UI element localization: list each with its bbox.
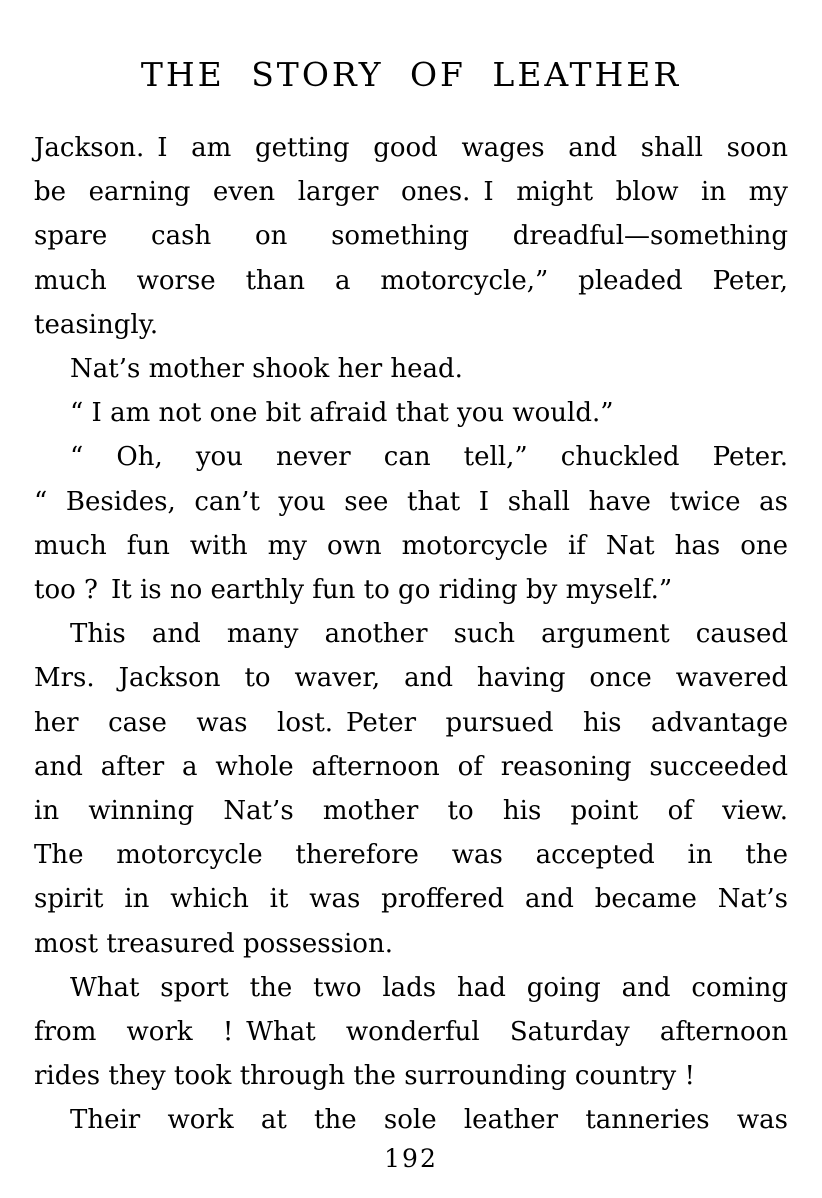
text-line: teasingly. (34, 309, 159, 340)
text-line: much worse than a motorcycle,” pleaded Peter, (34, 265, 788, 296)
text-line: too ? It is no earthly fun to go riding by myself.” (34, 575, 673, 606)
text-block (34, 126, 788, 1143)
page-number: 192 (384, 1143, 438, 1173)
text-line: most treasured possession. (34, 928, 393, 959)
text-line: be earning even larger ones. I might blow in my (34, 177, 788, 208)
text-line: rides they took through the surrounding country ! (34, 1061, 695, 1092)
text-line: What sport the two lads had going and coming (70, 972, 788, 1003)
text-line: her case was lost. Peter pursued his advantage (34, 707, 788, 738)
text-line: spirit in which it was proffered and became Nat’s (34, 884, 788, 915)
text-line: “ I am not one bit afraid that you would.” (70, 398, 614, 429)
text-line: “ Besides, can’t you see that I shall have twice as (34, 486, 788, 517)
text-line: from work ! What wonderful Saturday afternoon (34, 1017, 788, 1048)
text-line: in winning Nat’s mother to his point of view. (34, 796, 788, 827)
text-line: much fun with my own motorcycle if Nat has one (34, 530, 788, 561)
text-line: Nat’s mother shook her head. (70, 354, 463, 385)
text-line: “ Oh, you never can tell,” chuckled Peter. (70, 442, 788, 473)
text-line: Their work at the sole leather tanneries was (70, 1105, 788, 1136)
page-title: THE STORY OF LEATHER (140, 55, 682, 94)
text-line: spare cash on something dreadful—something (34, 221, 788, 252)
text-line: Mrs. Jackson to waver, and having once wavered (34, 663, 788, 694)
text-line: and after a whole afternoon of reasoning succeeded (34, 751, 788, 782)
text-line: The motorcycle therefore was accepted in the (34, 840, 788, 871)
text-line: This and many another such argument caused (70, 619, 788, 650)
text-line: Jackson. I am getting good wages and shall soon (34, 133, 788, 163)
